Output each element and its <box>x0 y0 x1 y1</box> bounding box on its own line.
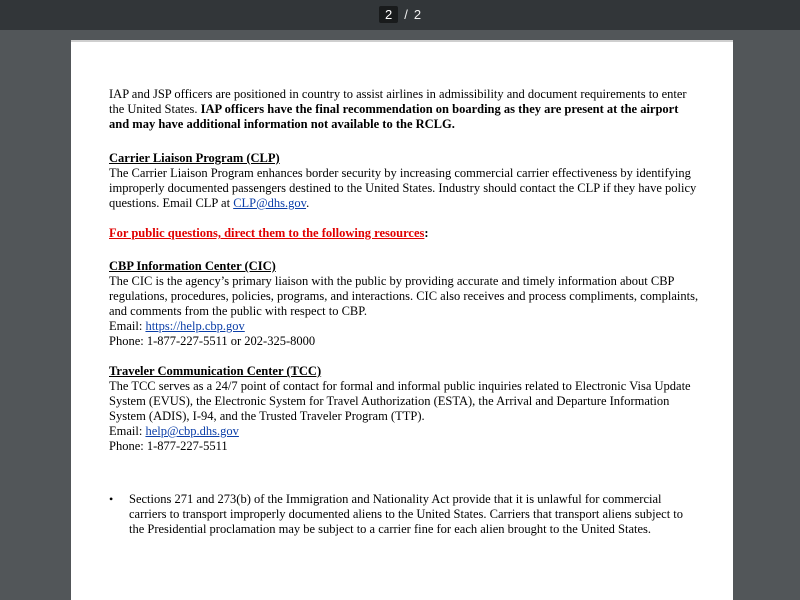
document-page <box>71 40 733 600</box>
public-notice <box>109 226 699 241</box>
public-notice-text: For public questions, direct them to the following resources <box>109 226 425 240</box>
cic-phone: Phone: 1-877-227-5511 or 202-325-8000 <box>109 334 316 348</box>
cic-body: The CIC is the agency’s primary liaison with the public by providing accurate and timely information about CBP regulations, procedures, policies, programs, and interactions. CIC also receives and process compliments, complaints, and comments from the public with respect to CBP. <box>109 274 699 318</box>
page-separator: / <box>404 6 408 22</box>
intro-text: IAP and JSP officers are positioned in country to assist airlines in admissibility and document requirements to enter the United States. <box>109 87 687 116</box>
current-page-input[interactable]: 2 <box>379 6 398 23</box>
tcc-email-label: Email: <box>109 424 146 438</box>
tcc-email <box>109 424 699 439</box>
tcc-body: The TCC serves as a 24/7 point of contact for formal and informal public inquiries related to Electronic Visa Update System (EVUS), the Electronic System for Travel Authorization (ESTA), the Arrival and Departure Information System (ADIS), I-94, and the Trusted Traveler Program (TTP). <box>109 379 691 423</box>
page-divider <box>71 40 733 42</box>
intro-paragraph <box>109 87 699 132</box>
clp-end: . <box>306 196 310 210</box>
bullet-icon: • <box>109 492 114 506</box>
bullet-item <box>109 492 699 537</box>
cic-section <box>109 259 699 349</box>
public-notice-colon: : <box>424 226 429 240</box>
clp-body-text: The Carrier Liaison Program enhances border security by increasing commercial carrier effectiveness by identifying improperly documented passengers destined to the United States. Industry should contact the CLP if they have policy questions. Email CLP at <box>109 166 697 210</box>
page-counter <box>379 4 421 24</box>
cic-heading: CBP Information Center (CIC) <box>109 259 276 273</box>
clp-heading: Carrier Liaison Program (CLP) <box>109 151 280 165</box>
clp-body <box>109 166 699 211</box>
tcc-section <box>109 364 699 454</box>
tcc-email-link[interactable]: help@cbp.dhs.gov <box>145 424 239 438</box>
cic-email-label: Email: <box>109 319 146 333</box>
tcc-heading: Traveler Communication Center (TCC) <box>109 364 322 378</box>
viewer-toolbar <box>0 0 800 30</box>
total-pages: 2 <box>413 6 422 22</box>
clp-email-link[interactable]: CLP@dhs.gov <box>233 196 307 210</box>
cic-email <box>109 319 699 334</box>
intro-bold-text: IAP officers have the final recommendation on boarding as they are present at the airport and may have additional information not available to the RCLG. <box>109 102 679 131</box>
bullet-text: Sections 271 and 273(b) of the Immigration and Nationality Act provide that it is unlawful for commercial carriers to transport improperly documented aliens to the United States. Carriers that transport aliens subject to the Presidential proclamation may be subject to a carrier fine for each alien brought to the United States. <box>129 492 684 536</box>
cic-email-link[interactable]: https://help.cbp.gov <box>145 319 245 333</box>
tcc-phone: Phone: 1-877-227-5511 <box>109 439 228 453</box>
clp-section <box>109 151 699 211</box>
page-content <box>109 87 699 537</box>
